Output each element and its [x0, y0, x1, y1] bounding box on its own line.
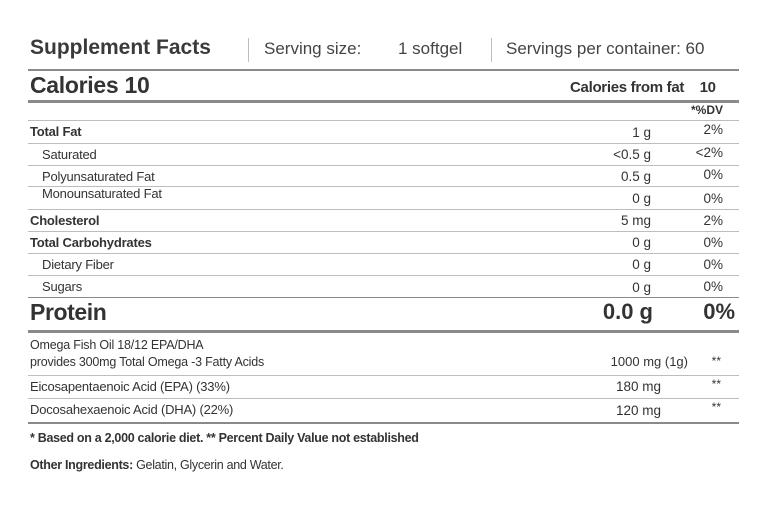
- divider: [28, 275, 739, 276]
- divider: [28, 253, 739, 254]
- nutrient-name: Dietary Fiber: [42, 257, 114, 272]
- nutrient-dv: <2%: [695, 145, 723, 160]
- servings-per-container: Servings per container: 60: [506, 39, 705, 58]
- divider: [28, 375, 739, 376]
- nutrient-name: Total Fat: [30, 124, 82, 139]
- divider: [28, 165, 739, 166]
- calories-from-fat: [570, 79, 716, 96]
- nutrient-name: Total Carbohydrates: [30, 235, 152, 250]
- nutrient-amount: 1 g: [632, 125, 651, 140]
- header-divider: [491, 38, 492, 62]
- divider: [28, 120, 739, 121]
- divider: [28, 143, 739, 144]
- nutrient-amount: <0.5 g: [613, 147, 651, 162]
- thick-divider: [28, 100, 739, 103]
- other-ingredients-value: Gelatin, Glycerin and Water.: [132, 458, 284, 472]
- fatty-acid-amount: 120 mg: [615, 403, 661, 418]
- serving-size-label: Serving size:: [264, 39, 362, 58]
- dv-header: *%DV: [691, 103, 724, 117]
- nutrient-name: Sugars: [42, 279, 82, 294]
- fatty-acid-dv: **: [711, 377, 721, 391]
- fatty-acid-name: Docosahexaenoic Acid (DHA) (22%): [30, 402, 234, 417]
- fatty-acid-name: Eicosapentaenoic Acid (EPA) (33%): [30, 379, 230, 394]
- nutrient-dv: 0%: [703, 279, 723, 294]
- nutrient-name: Polyunsaturated Fat: [42, 169, 155, 184]
- nutrient-dv: 0%: [703, 167, 723, 182]
- calories-from-fat-value: 10: [699, 79, 716, 96]
- nutrient-dv: 0%: [703, 191, 723, 206]
- divider: [28, 422, 739, 424]
- nutrient-amount: 0.5 g: [620, 169, 651, 184]
- thick-divider: [28, 330, 739, 333]
- nutrient-name: Saturated: [42, 147, 97, 162]
- divider: [28, 69, 739, 71]
- nutrient-dv: 0%: [703, 257, 723, 272]
- nutrient-name: Monounsaturated Fat: [42, 186, 162, 201]
- omega-dv: **: [711, 354, 721, 368]
- nutrient-dv: 0%: [703, 235, 723, 250]
- nutrient-amount: 0 g: [632, 191, 651, 206]
- omega-amount: 1000 mg (1g): [610, 354, 688, 369]
- serving-size-value: 1 softgel: [398, 39, 463, 58]
- protein-label: Protein: [30, 299, 107, 325]
- divider: [28, 209, 739, 210]
- nutrient-amount: 0 g: [632, 235, 651, 250]
- calories-label: Calories 10: [30, 72, 150, 98]
- omega-name-line1: Omega Fish Oil 18/12 EPA/DHA: [30, 338, 204, 352]
- nutrient-amount: 0 g: [632, 280, 651, 295]
- protein-dv: 0%: [703, 299, 735, 324]
- footnote: * Based on a 2,000 calorie diet. ** Percent Daily Value not established: [30, 431, 419, 445]
- protein-amount: 0.0 g: [602, 299, 653, 324]
- divider: [28, 231, 739, 232]
- divider: [28, 398, 739, 399]
- omega-name-line2: provides 300mg Total Omega -3 Fatty Acids: [30, 355, 265, 369]
- calories-from-fat-label: Calories from fat: [570, 79, 685, 96]
- fatty-acid-dv: **: [711, 400, 721, 414]
- nutrient-dv: 2%: [703, 122, 723, 137]
- divider: [28, 297, 739, 298]
- nutrient-name: Cholesterol: [30, 213, 100, 228]
- nutrient-amount: 5 mg: [620, 213, 651, 228]
- other-ingredients: [30, 458, 284, 472]
- other-ingredients-label: Other Ingredients:: [30, 458, 133, 472]
- nutrient-dv: 2%: [703, 213, 723, 228]
- nutrient-amount: 0 g: [632, 257, 651, 272]
- panel-title: Supplement Facts: [30, 36, 211, 59]
- fatty-acid-amount: 180 mg: [615, 379, 661, 394]
- header-divider: [248, 38, 249, 62]
